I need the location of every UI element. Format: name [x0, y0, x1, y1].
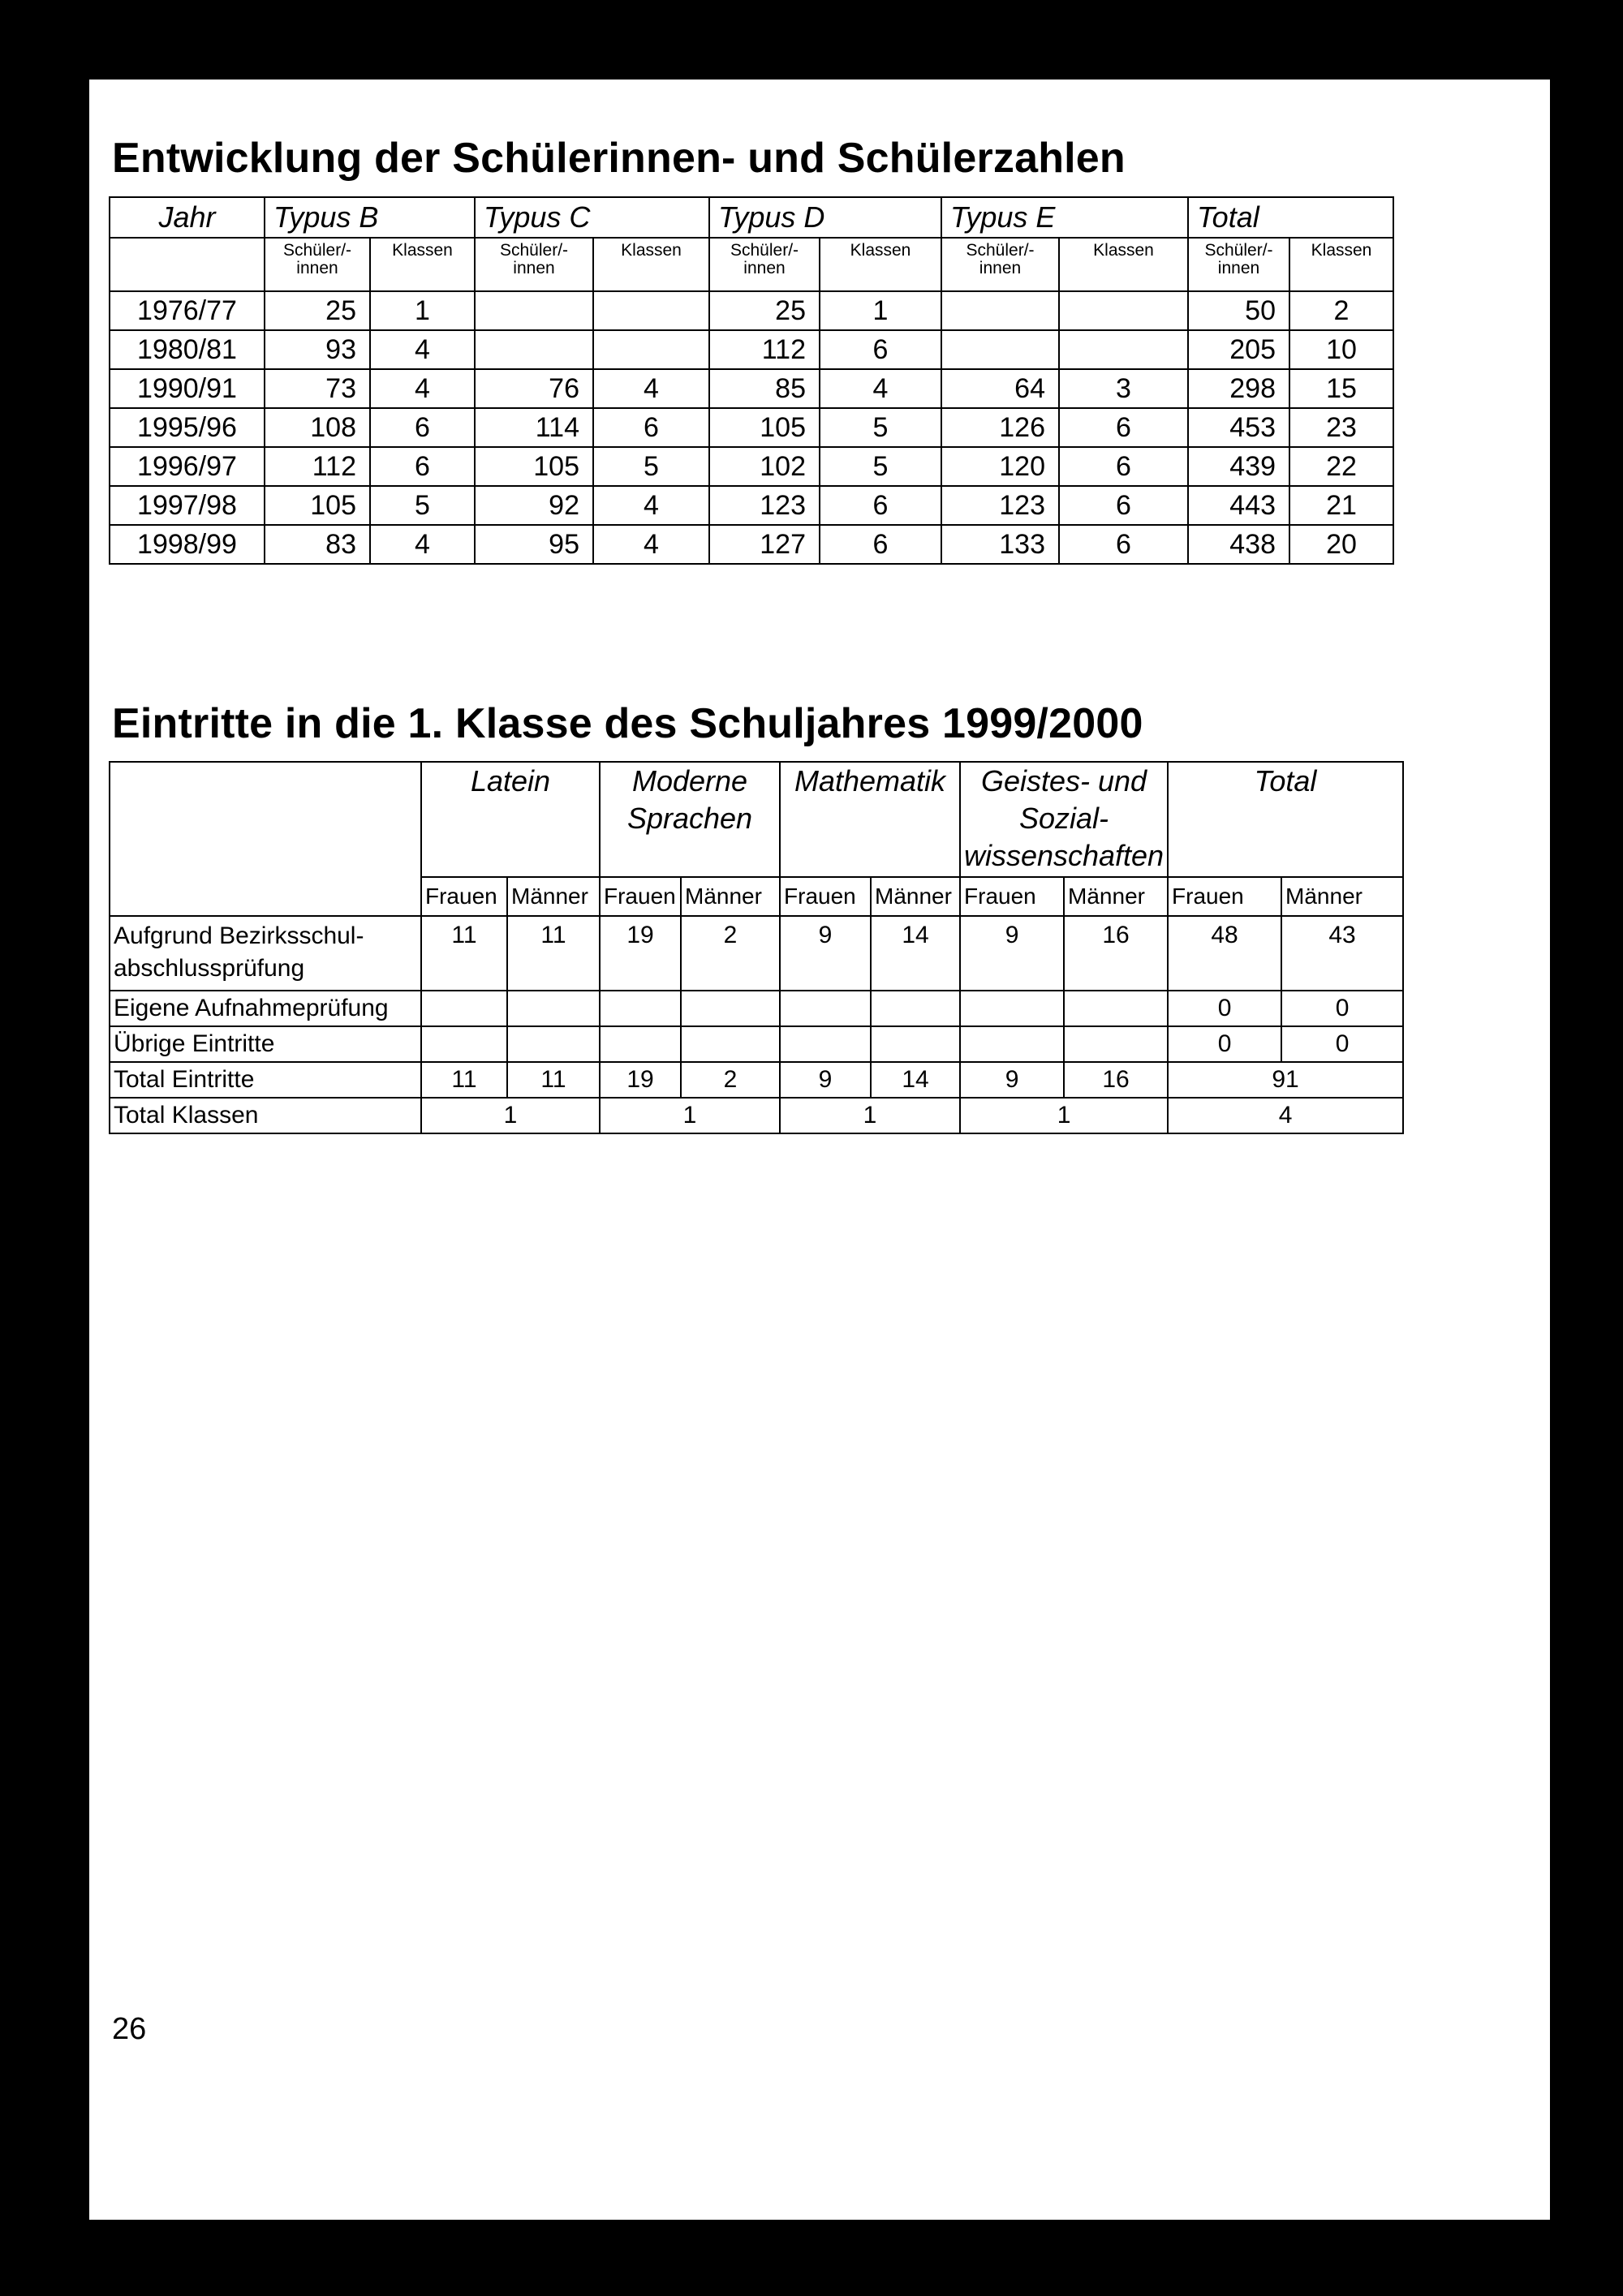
value-cell: 205 [1188, 330, 1289, 369]
value-cell: 6 [593, 408, 709, 447]
sex-maenner: Männer [1281, 877, 1403, 916]
value-cell: 10 [1289, 330, 1393, 369]
value-cell: 14 [871, 916, 960, 991]
value-cell: 16 [1064, 1062, 1168, 1098]
table1-row [110, 369, 1393, 408]
value-cell: 1 [780, 1098, 960, 1133]
value-cell [960, 1026, 1064, 1062]
subheader-classes: Klassen [1289, 238, 1393, 291]
value-cell [507, 1026, 600, 1062]
value-cell: 11 [507, 1062, 600, 1098]
year-cell: 1998/99 [110, 525, 265, 564]
subheader-students: Schüler/- innen [941, 238, 1059, 291]
header-typus-d: Typus D [709, 197, 941, 238]
value-cell: 0 [1168, 1026, 1281, 1062]
value-cell: 4 [370, 525, 475, 564]
table2-row [110, 991, 1403, 1026]
value-cell: 120 [941, 447, 1059, 486]
cat-geistes-sozialwissenschaften: Geistes- und Sozial-wissenschaften [960, 762, 1168, 877]
value-cell: 0 [1281, 991, 1403, 1026]
value-cell: 1 [421, 1098, 600, 1133]
header-typus-c: Typus C [475, 197, 709, 238]
value-cell: 64 [941, 369, 1059, 408]
value-cell: 25 [709, 291, 820, 330]
value-cell: 15 [1289, 369, 1393, 408]
value-cell: 5 [820, 408, 941, 447]
page-number: 26 [112, 2012, 147, 2046]
table1-row [110, 408, 1393, 447]
year-cell: 1980/81 [110, 330, 265, 369]
value-cell: 105 [475, 447, 593, 486]
table2-title: Eintritte in die 1. Klasse des Schuljahres 1999/2000 [112, 700, 1143, 747]
sex-maenner: Männer [507, 877, 600, 916]
value-cell: 9 [780, 916, 871, 991]
value-cell: 22 [1289, 447, 1393, 486]
year-cell: 1976/77 [110, 291, 265, 330]
value-cell: 16 [1064, 916, 1168, 991]
value-cell: 95 [475, 525, 593, 564]
sex-maenner: Männer [1064, 877, 1168, 916]
value-cell: 83 [265, 525, 370, 564]
sex-maenner: Männer [681, 877, 780, 916]
value-cell: 11 [421, 916, 507, 991]
value-cell: 112 [265, 447, 370, 486]
value-cell [1064, 1026, 1168, 1062]
value-cell: 438 [1188, 525, 1289, 564]
value-cell: 4 [370, 330, 475, 369]
cat-moderne-sprachen: Moderne Sprachen [600, 762, 780, 877]
cat-mathematik: Mathematik [780, 762, 960, 877]
table1-row [110, 330, 1393, 369]
subheader-students: Schüler/- innen [1188, 238, 1289, 291]
value-cell: 1 [600, 1098, 780, 1133]
subheader-classes: Klassen [1059, 238, 1188, 291]
header-typus-b: Typus B [265, 197, 475, 238]
row-label: Aufgrund Bezirksschul-abschlussprüfung [110, 916, 421, 991]
subheader-blank [110, 238, 265, 291]
value-cell [421, 991, 507, 1026]
table2-category-row [110, 762, 1403, 877]
header-jahr: Jahr [110, 197, 265, 238]
value-cell: 6 [1059, 408, 1188, 447]
value-cell: 439 [1188, 447, 1289, 486]
value-cell [681, 1026, 780, 1062]
value-cell [871, 1026, 960, 1062]
year-cell: 1996/97 [110, 447, 265, 486]
value-cell: 0 [1281, 1026, 1403, 1062]
value-cell [1064, 991, 1168, 1026]
value-cell: 6 [1059, 447, 1188, 486]
value-cell: 453 [1188, 408, 1289, 447]
cat-total: Total [1168, 762, 1403, 877]
value-cell: 127 [709, 525, 820, 564]
table2-row [110, 1026, 1403, 1062]
value-cell: 133 [941, 525, 1059, 564]
value-cell: 19 [600, 1062, 681, 1098]
value-cell: 25 [265, 291, 370, 330]
value-cell: 4 [1168, 1098, 1403, 1133]
value-cell [421, 1026, 507, 1062]
value-cell: 114 [475, 408, 593, 447]
value-cell: 4 [370, 369, 475, 408]
subheader-students: Schüler/- innen [265, 238, 370, 291]
table2-row [110, 916, 1403, 991]
value-cell: 9 [960, 1062, 1064, 1098]
value-cell: 0 [1168, 991, 1281, 1026]
value-cell [871, 991, 960, 1026]
value-cell: 91 [1168, 1062, 1403, 1098]
value-cell: 5 [820, 447, 941, 486]
value-cell: 443 [1188, 486, 1289, 525]
year-cell: 1995/96 [110, 408, 265, 447]
table1-header-row [110, 197, 1393, 238]
value-cell [941, 291, 1059, 330]
value-cell: 92 [475, 486, 593, 525]
table2-row [110, 1098, 1403, 1133]
value-cell: 6 [1059, 525, 1188, 564]
value-cell [780, 1026, 871, 1062]
table1-title: Entwicklung der Schülerinnen- und Schülerzahlen [112, 135, 1126, 182]
value-cell [681, 991, 780, 1026]
value-cell: 23 [1289, 408, 1393, 447]
value-cell: 112 [709, 330, 820, 369]
sex-frauen: Frauen [1168, 877, 1281, 916]
value-cell: 102 [709, 447, 820, 486]
value-cell [600, 1026, 681, 1062]
value-cell [780, 991, 871, 1026]
sex-frauen: Frauen [780, 877, 871, 916]
value-cell: 4 [593, 486, 709, 525]
value-cell: 4 [593, 525, 709, 564]
row-label: Übrige Eintritte [110, 1026, 421, 1062]
value-cell [600, 991, 681, 1026]
value-cell: 5 [593, 447, 709, 486]
value-cell: 6 [370, 408, 475, 447]
value-cell [507, 991, 600, 1026]
year-cell: 1990/91 [110, 369, 265, 408]
value-cell: 93 [265, 330, 370, 369]
row-label: Eigene Aufnahmeprüfung [110, 991, 421, 1026]
value-cell: 123 [709, 486, 820, 525]
entries-table [109, 761, 1404, 1134]
value-cell: 5 [370, 486, 475, 525]
value-cell [1059, 291, 1188, 330]
table2-corner-cell [110, 762, 421, 916]
table1-row [110, 525, 1393, 564]
value-cell: 105 [265, 486, 370, 525]
subheader-classes: Klassen [820, 238, 941, 291]
value-cell: 11 [421, 1062, 507, 1098]
value-cell: 85 [709, 369, 820, 408]
value-cell [475, 291, 593, 330]
value-cell: 9 [960, 916, 1064, 991]
table2-row [110, 1062, 1403, 1098]
table1-row [110, 486, 1393, 525]
value-cell [593, 330, 709, 369]
header-typus-e: Typus E [941, 197, 1188, 238]
cat-latein: Latein [421, 762, 600, 877]
value-cell: 3 [1059, 369, 1188, 408]
student-numbers-table [109, 196, 1394, 565]
value-cell [960, 991, 1064, 1026]
value-cell: 73 [265, 369, 370, 408]
value-cell: 1 [960, 1098, 1168, 1133]
value-cell [1059, 330, 1188, 369]
value-cell: 76 [475, 369, 593, 408]
year-cell: 1997/98 [110, 486, 265, 525]
table1-row [110, 447, 1393, 486]
subheader-students: Schüler/- innen [475, 238, 593, 291]
value-cell: 2 [1289, 291, 1393, 330]
sex-frauen: Frauen [960, 877, 1064, 916]
value-cell: 1 [820, 291, 941, 330]
value-cell: 1 [370, 291, 475, 330]
sex-frauen: Frauen [421, 877, 507, 916]
value-cell: 48 [1168, 916, 1281, 991]
value-cell: 2 [681, 916, 780, 991]
value-cell: 126 [941, 408, 1059, 447]
value-cell: 108 [265, 408, 370, 447]
row-label: Total Klassen [110, 1098, 421, 1133]
value-cell: 19 [600, 916, 681, 991]
subheader-students: Schüler/- innen [709, 238, 820, 291]
value-cell: 21 [1289, 486, 1393, 525]
value-cell: 50 [1188, 291, 1289, 330]
value-cell: 14 [871, 1062, 960, 1098]
table1-subheader-row [110, 238, 1393, 291]
value-cell [941, 330, 1059, 369]
value-cell: 298 [1188, 369, 1289, 408]
table1-row [110, 291, 1393, 330]
subheader-classes: Klassen [370, 238, 475, 291]
value-cell [475, 330, 593, 369]
value-cell: 6 [1059, 486, 1188, 525]
value-cell: 11 [507, 916, 600, 991]
subheader-classes: Klassen [593, 238, 709, 291]
value-cell: 2 [681, 1062, 780, 1098]
header-total: Total [1188, 197, 1393, 238]
value-cell [593, 291, 709, 330]
value-cell: 6 [370, 447, 475, 486]
value-cell: 4 [820, 369, 941, 408]
value-cell: 20 [1289, 525, 1393, 564]
value-cell: 123 [941, 486, 1059, 525]
value-cell: 6 [820, 525, 941, 564]
value-cell: 6 [820, 330, 941, 369]
value-cell: 105 [709, 408, 820, 447]
value-cell: 43 [1281, 916, 1403, 991]
sex-frauen: Frauen [600, 877, 681, 916]
value-cell: 6 [820, 486, 941, 525]
value-cell: 9 [780, 1062, 871, 1098]
row-label: Total Eintritte [110, 1062, 421, 1098]
value-cell: 4 [593, 369, 709, 408]
sex-maenner: Männer [871, 877, 960, 916]
